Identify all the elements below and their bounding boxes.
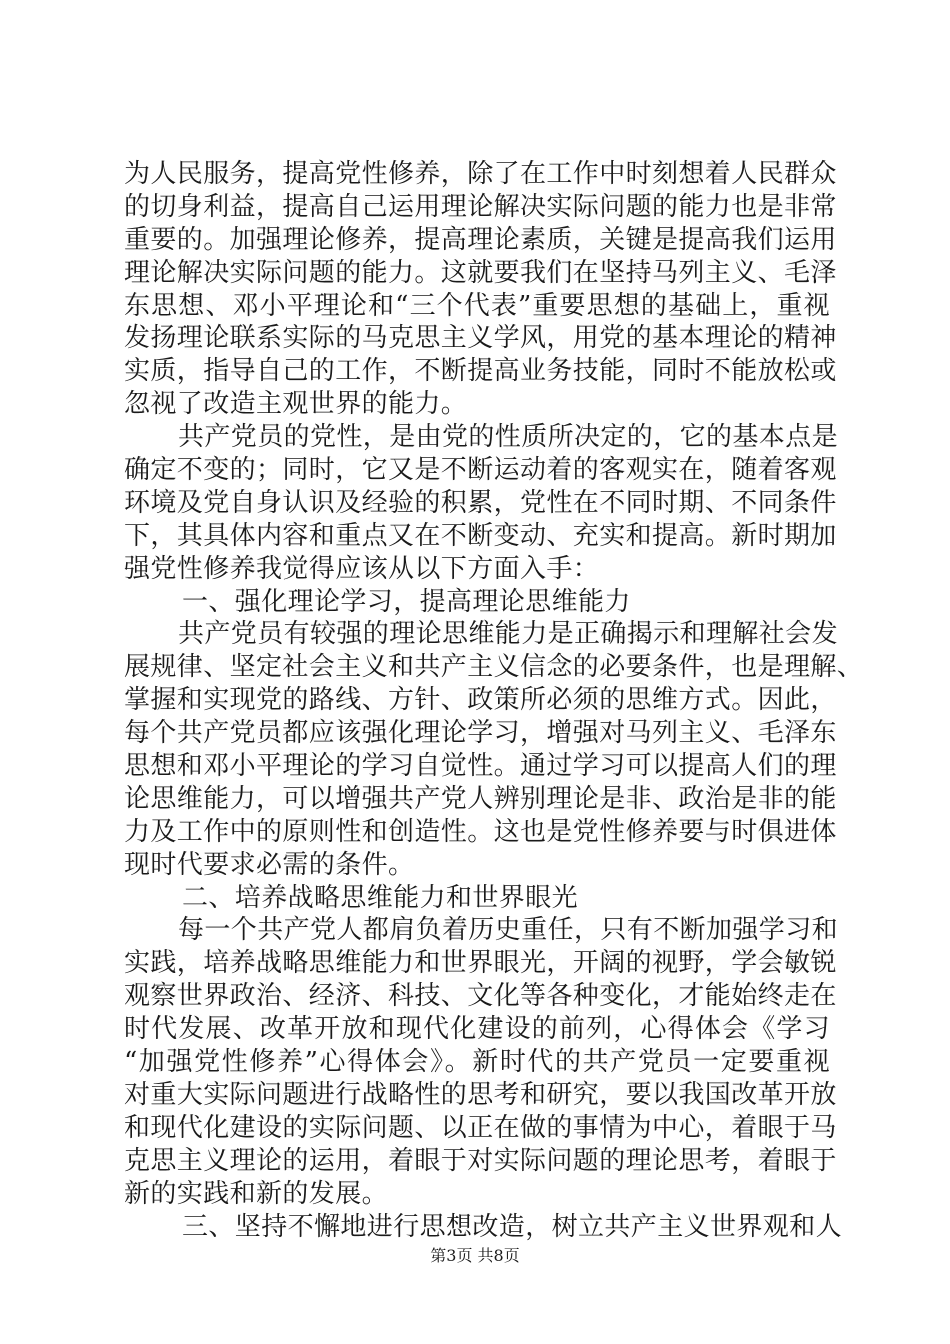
text-line: 理论解决实际问题的能力。这就要我们在坚持马列主义、毛泽 xyxy=(124,257,837,288)
section-heading: 二、培养战略思维能力和世界眼光 xyxy=(182,882,579,913)
text-line: “加强党性修养”心得体会》。新时代的共产党员一定要重视 xyxy=(124,1047,830,1078)
text-line: 克思主义理论的运用，着眼于对实际问题的理论思考，着眼于 xyxy=(124,1145,837,1176)
text-line: 力及工作中的原则性和创造性。这也是党性修养要与时俱进体 xyxy=(124,816,837,847)
text-line: 东思想、邓小平理论和“三个代表”重要思想的基础上，重视 xyxy=(124,290,830,321)
text-line: 的切身利益，提高自己运用理论解决实际问题的能力也是非常 xyxy=(124,191,837,222)
text-line: 和现代化建设的实际问题、以正在做的事情为中心，着眼于马 xyxy=(124,1112,837,1143)
text-line: 现时代要求必需的条件。 xyxy=(124,849,415,880)
text-line: 新的实践和新的发展。 xyxy=(124,1178,389,1209)
text-line: 共产党员的党性，是由党的性质所决定的，它的基本点是 xyxy=(178,422,839,453)
text-line: 为人民服务，提高党性修养，除了在工作中时刻想着人民群众 xyxy=(124,159,837,189)
text-line: 每一个共产党人都肩负着历史重任，只有不断加强学习和 xyxy=(178,915,839,946)
section-heading: 一、强化理论学习，提高理论思维能力 xyxy=(182,586,631,617)
text-line: 展规律、坚定社会主义和共产主义信念的必要条件，也是理解、 xyxy=(124,652,864,683)
text-line: 每个共产党员都应该强化理论学习，增强对马列主义、毛泽东 xyxy=(124,718,837,749)
text-line: 时代发展、改革开放和现代化建设的前列，心得体会《学习 xyxy=(124,1014,830,1045)
text-line: 实质，指导自己的工作，不断提高业务技能，同时不能放松或 xyxy=(124,356,837,387)
document-body xyxy=(124,158,864,1243)
text-line: 强党性修养我觉得应该从以下方面入手： xyxy=(124,553,600,584)
text-line: 共产党员有较强的理论思维能力是正确揭示和理解社会发 xyxy=(178,619,839,650)
text-line: 下，其具体内容和重点又在不断变动、充实和提高。新时期加 xyxy=(124,520,837,551)
text-line: 实践，培养战略思维能力和世界眼光，开阔的视野，学会敏锐 xyxy=(124,948,837,979)
section-heading: 三、坚持不懈地进行思想改造，树立共产主义世界观和人 xyxy=(182,1211,843,1242)
text-line: 重要的。加强理论修养，提高理论素质，关键是提高我们运用 xyxy=(124,224,837,255)
text-line: 对重大实际问题进行战略性的思考和研究，要以我国改革开放 xyxy=(124,1079,837,1110)
text-line: 观察世界政治、经济、科技、文化等各种变化，才能始终走在 xyxy=(124,981,837,1012)
text-line: 忽视了改造主观世界的能力。 xyxy=(124,389,468,420)
text-line: 发扬理论联系实际的马克思主义学风，用党的基本理论的精神 xyxy=(124,323,837,354)
text-line: 论思维能力，可以增强共产党人辨别理论是非、政治是非的能 xyxy=(124,783,837,814)
text-line: 思想和邓小平理论的学习自觉性。通过学习可以提高人们的理 xyxy=(124,751,837,782)
page-number: 第3页 共8页 xyxy=(430,1246,520,1265)
text-line: 掌握和实现党的路线、方针、政策所必须的思维方式。因此， xyxy=(124,685,837,716)
text-line: 环境及党自身认识及经验的积累，党性在不同时期、不同条件 xyxy=(124,487,837,518)
text-line: 确定不变的；同时，它又是不断运动着的客观实在，随着客观 xyxy=(124,455,837,486)
